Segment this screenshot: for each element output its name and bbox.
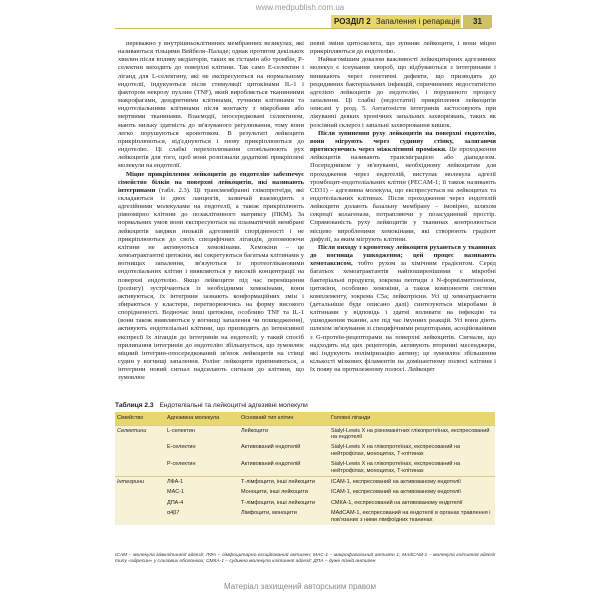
- paragraph: [118, 40, 304, 171]
- cell-family: Інтегрини: [115, 476, 165, 487]
- section-title: Запалення і репарація: [375, 17, 460, 26]
- cell-molecule: P-селектин: [167, 461, 196, 468]
- cell-ligands: ICAM-1, експресований на активованому ендотелії: [329, 476, 495, 487]
- cell-family: [115, 442, 165, 459]
- table-row: [115, 508, 495, 525]
- header-rule: [115, 28, 490, 29]
- cell-family: [115, 487, 165, 497]
- cell-cells: Т-лімфоцити, інші лейкоцити: [239, 476, 329, 487]
- cell-molecule: ДПА-4: [167, 499, 184, 506]
- header-cell: Адгезивна молекула: [165, 412, 239, 425]
- cell-ligands: Sialyl-Lewis X на глікопротеїнах, експресований на нейтрофілах, моноцитах, Т-клітинах: [331, 461, 461, 474]
- cell-molecule: α4β7: [167, 510, 180, 517]
- cell-cells: Лейкоцити: [239, 425, 329, 442]
- paragraph: [310, 56, 496, 129]
- table-row: [115, 487, 495, 497]
- page-number: 31: [463, 15, 492, 28]
- paragraph-text: певні зміни цитоскелета, що зупиняє лейкоцити, і вони міцно прикріпляються до ендотелію.: [310, 40, 496, 56]
- section-label: РОЗДІЛ 2: [334, 17, 371, 26]
- paragraph-lead: Після зупинення руху лейкоцитів на поверхні ендотелію, вони мігрують через судинну стінку, залягаючи протискуючись через міжклітинні проміжки.: [310, 129, 496, 154]
- text-column-left: [118, 40, 304, 383]
- cell-cells: Активований ендотелій: [241, 444, 301, 451]
- cell-family: [115, 508, 165, 525]
- adhesion-molecules-table: [115, 412, 495, 525]
- cell-molecule: L-селектин: [165, 425, 239, 442]
- cell-molecule: ЛФА-1: [165, 476, 239, 487]
- paragraph-text: Це проходження лейкоцитів називають трансміграцією або діапедезом. Посередником у зв'язуванні, необхідному лейкоцитам для проходження через ендотелій, виступає молекула адгезії тромбоцит-ендотеліальних клітин (PECAM-1; її також називають CD31) – адгезивна молекула, що експресується на лейкоцитах та ендотеліальних клітинах. Після проходження через ендотелій лейкоцити долають базальну мембрану – імовірно, шляхом секреції колагенази, потрапляючи у позасудинний простір. Спрямованість руху лейкоцитів у тканинах контролюється місцево виробленими хемокінами, які створюють градієнт дифузії, за яким мігрують клітини.: [310, 146, 496, 243]
- cell-cells: Моноцити, інші лейкоцити: [241, 489, 308, 496]
- table-header-row: [115, 412, 495, 425]
- paragraph-lead: Після виходу з кровотоку лейкоцити рухаються у тканинах до вогнища ушкодження; цей процес називають хемотаксисом,: [310, 243, 496, 268]
- header-cell: Головні ліганди: [329, 412, 495, 425]
- table-footnote: ICAM – молекула міжклітинної адгезії; ЛФА – лімфоцитарно-асоційований антиген; MAC-1 – макрофагальний антиген 1; MAdCAM-1 – молекула клітинної адгезії типу «адресин» у слизових оболонках; СМКА-1 – судинна молекула клітинної адгезії; ДПА – дуже пізній антиген: [115, 553, 495, 564]
- header-cell: Сімейство: [115, 412, 165, 425]
- cell-ligands: СМКА-1, експресований на активованому ендотелії: [331, 499, 463, 506]
- cell-family: [115, 459, 165, 476]
- paragraph-text: тобто рухом за хімічним градієнтом. Серед багатьох хемоатрактантів найпоширенішими є мікробні бактеріальні продукти, зокрема пептиди з N-формілметіоніном, цитокіни, особливо хемокіни, а також компоненти системи комплементу, зокрема C5a; лейкотрієни. Усі ці хемоатрактанти (детальніше буде описано далі) синтезуються мікробами й клітинами у відповідь і здатні впливати на інфекцію та ушкодження тканин, але під час імунних реакцій. Усі вони діють шляхом зв'язування зі специфічними рецепторами, асоційованими з G-протеїн-рецепторами на поверхні лейкоцитів. Сигнали, що надходять від цих рецепторів, активують вторинні месенджери, які індукують поліміризацію актину; це зумовлює збільшення кількості мізкових філаментів на домінантному полюсі клітини і їх появу на протилежному полюсі. Лейкоцит: [310, 260, 496, 374]
- table-label: Таблиця 2.3: [115, 402, 154, 409]
- text-column-right: [310, 40, 496, 374]
- paragraph-lead: Міцне прикріплення лейкоцитів до ендотелію забезпечує сімейство білків на поверхні лейкоцитів, які називають інтегринами: [118, 170, 304, 194]
- cell-cells: Активований ендотелій: [241, 461, 301, 468]
- table-row: [115, 498, 495, 508]
- cell-ligands: MAdCAM-1, експресований на ендотелії в органах травлення і пов'язаних з ними лімфоїдних тканинах: [331, 510, 491, 523]
- cell-cells: Т-лімфоцити, інші лейкоцити: [241, 499, 315, 506]
- paragraph-text: (табл. 2.3). Ці трансмембранні глікопротеїди, які складаються із двох ланцюгів, зазвичай взаємодіють з адгезійними молекулами на ендотелії, а також прикріплюють рівномірно клітини до позаклітинного матриксу (ПКМ). За нормальних умов вони експресуються на плазматичній мембрані лейкоцитів завдяки низькій адгезивній спорідненості і не прикріплюються до своїх специфічних лігандів, доповнюючи клітини не активуються хемокінами. Хемокіни – це хемоатрактантні цитокіни, які секретуються багатьма клітинами у вогнищах запалення, зв'язуються із протеоглікановими ендотеліальних клітин і виявляються у високій концентрації на поверхні ендотелію. Якщо лейкоцити під час переміщення (ролінгу) зустрічаються із необхідними хемокінами, вони активуються, їх інтегрини зазнають конформаційних змін і збираються у кластери, перетворюючись на форму високого спорідненості. Водночас інші цитокіни, особливо TNF та IL-1 (вони також виявляються у вогнищі запалення чи пошкодження), активують ендотеліальні клітини, що призводить до інтенсивної експресії їх лігандів до інтегринів на ендотелії; у такий спосіб прилипання інтегринів до ендотелію збільшується, що зумовлює міцний інтегрин-опосередкований зв'язок лейкоцитів на стінці судин у вогнищі запалення. Ролінг лейкоцити припиняються, а інтегрини новий сигнал надсилають сигнали до клітини, що зумовлює: [118, 186, 304, 382]
- copyright-watermark: Матеріал захищений авторським правом: [224, 582, 376, 591]
- running-header: [331, 15, 461, 28]
- table-title: Ендотеліальні та лейкоцитні адгезивні молекули: [159, 402, 308, 409]
- paragraph-text: переважно у внутрішньоклітинних мембранних везикулах, які називаються тільцями Вейбеля–Паладе; однак протягом декількох хвилин після впливу медіаторів, таких як гістамін або тромбін, Р-селектин виходить до поверхні клітини. Так само Е-селектин і ліганд для L-селектину, які не експресуються на нормальному ендотелії, індукуються після стимуляції цитокінами IL-1 і фактором некрозу пухлин (TNF), який виробляється тканинними макрофагами, дендритними клітинами, тучними клітинами та ендотеліальними клітинами після контакту з мікробами або мертвими тканинами. Взаємодії, опосередковані селектином, мають низьку здатність до зв'язуваного регулювання, тому вони легко порушуються кровотоком. В результаті лейкоцити прикріплюються, від'єднуються і знову прикріплюються до ендотелію. Ці слабкі перехоплювання сповільнюють рух лейкоцитів для того, щоб вони розпізнали додаткові прикріплені молекули на ендотелії.: [118, 40, 304, 170]
- cell-ligands: ICAM-1, експресований на активованому ендотелії: [331, 489, 461, 496]
- cell-family: [115, 498, 165, 508]
- paragraph: [310, 244, 496, 375]
- cell-molecule: E-селектин: [167, 444, 196, 451]
- table-row: [115, 476, 495, 487]
- table-row: [115, 442, 495, 459]
- paragraph: [118, 171, 304, 383]
- cell-ligands: Sialyl-Lewis X на глікопротеїнах, експресований на нейтрофілах, моноцитах, Т-клітинах: [331, 444, 461, 457]
- paragraph: [310, 130, 496, 244]
- cell-family: Селектини: [115, 425, 165, 442]
- table-caption: [115, 402, 495, 409]
- site-watermark: www.medpublish.com.ua: [255, 3, 345, 12]
- table-row: [115, 459, 495, 476]
- cell-cells: Лімфоцити, моноцити: [241, 510, 297, 517]
- paragraph: [310, 40, 496, 56]
- cell-ligands: Sialyl-Lewis X на різноманітних глікопротеїнах, експресований на ендотелії: [329, 425, 495, 442]
- table-row: [115, 425, 495, 442]
- paragraph-text: Найвагомішим доказом важливості лейкоцитарних адгезивних молекул є існування хвороб, що відбуваються з інтегринами і виникають через генетичні дефекти, що призводять до рецидивних бактеріальних інфекцій, спричинених недостатністю адгезією лейкоцитів до ендотелію, і порушеного процесу запалення. Ці слабкі (недостатні) прикріплення лейкоцитів описані у розд. 5. Антагоністи інтегринів застосовують при лікуванні деяких хронічних запальних захворювань, таких як розсіяний склероз і запальні захворювання кишок.: [310, 56, 496, 129]
- cell-molecule: MAC-1: [167, 489, 185, 496]
- header-cell: Основний тип клітин: [239, 412, 329, 425]
